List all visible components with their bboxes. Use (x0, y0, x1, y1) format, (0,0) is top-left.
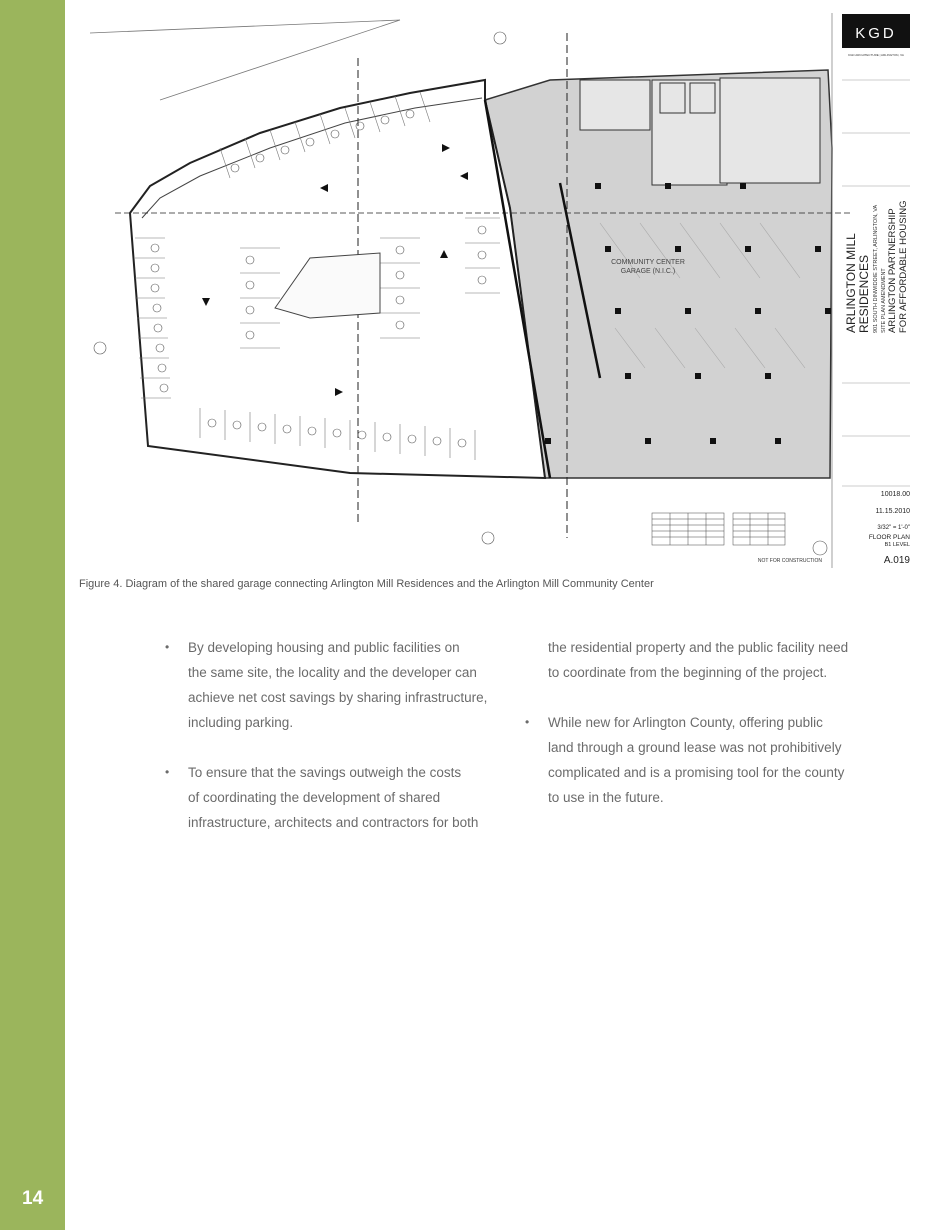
garage-label-line1: COMMUNITY CENTER (611, 259, 685, 266)
project-address: 901 SOUTH DINWIDDIE STREET, ARLINGTON, VA (873, 204, 879, 333)
bullet-item (525, 710, 855, 810)
bullet-item (165, 760, 495, 835)
text-line: the same site, the locality and the developer can (188, 665, 477, 680)
sidebar-band (0, 0, 65, 1230)
page-number: 14 (22, 1188, 44, 1209)
text-line: of coordinating the development of shared (188, 790, 441, 805)
logo-text: KGD (855, 25, 897, 42)
parking-schedule-tables (652, 513, 785, 545)
project-subtitle: SITE PLAN AMENDMENT (881, 268, 887, 333)
text-line: land through a ground lease was not prohibitively (548, 740, 842, 755)
drawing-title-line2: B1 LEVEL (884, 542, 910, 548)
text-line: To ensure that the savings outweigh the costs (188, 765, 462, 780)
right-column (525, 635, 855, 835)
bullet-dot: • (525, 715, 530, 729)
project-title-line2: RESIDENCES (857, 254, 871, 333)
client-line2: FOR AFFORDABLE HOUSING (898, 200, 909, 333)
text-line: to coordinate from the beginning of the project. (548, 665, 828, 680)
project-title-block (844, 201, 909, 334)
bullet-item (165, 635, 495, 735)
bullet-dot: • (165, 765, 170, 779)
drawing-title-line1: FLOOR PLAN (868, 534, 910, 541)
text-line: By developing housing and public facilities on (188, 640, 460, 655)
garage-label-line2: GARAGE (N.I.C.) (620, 268, 676, 275)
client-line1: ARLINGTON PARTNERSHIP (887, 208, 898, 333)
text-line: the residential property and the public facility need (548, 640, 849, 655)
project-title-line1: ARLINGTON MILL (844, 233, 858, 333)
text-line: including parking. (188, 715, 294, 730)
sheet-number: A.019 (883, 555, 910, 566)
text-line: infrastructure, architects and contractors for both (188, 815, 479, 830)
bullet-continuation (525, 635, 855, 685)
drawing-scale: 3/32" = 1'-0" (877, 525, 910, 531)
text-line: While new for Arlington County, offering public (548, 715, 823, 730)
logo-tagline: KGD ARCHITECTURE | ARLINGTON, VA (848, 53, 904, 57)
bullet-dot: • (165, 640, 170, 654)
not-for-construction: NOT FOR CONSTRUCTION (757, 558, 822, 564)
left-column (165, 635, 495, 860)
garage-floor-plan (80, 8, 915, 570)
text-line: complicated and is a promising tool for the county (548, 765, 845, 780)
text-line: achieve net cost savings by sharing infrastructure, (188, 690, 488, 705)
figure-caption: Figure 4. Diagram of the shared garage connecting Arlington Mill Residences and the Arlington Mill Community Center (79, 578, 654, 590)
text-line: to use in the future. (548, 790, 664, 805)
project-number: 10018.00 (880, 491, 910, 498)
drawing-date: 11.15.2010 (875, 508, 910, 515)
